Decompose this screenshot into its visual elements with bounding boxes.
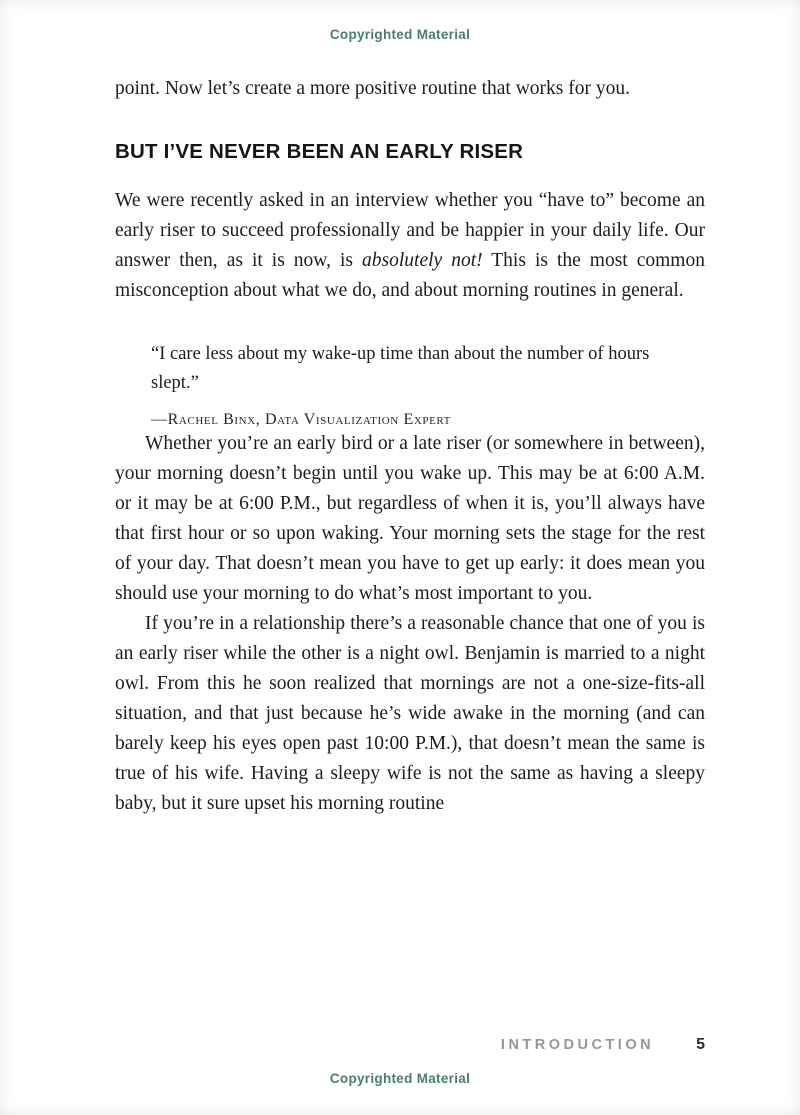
footer-page-number: 5 (696, 1036, 705, 1053)
paragraph-wake-time: Whether you’re an early bird or a late riser (or somewhere in between), your morning doesn’t begin until you wake up. This may be at 6:00 A.M. or it may be at 6:00 P.M., but regardless of when it is, you’ll always have that first hour or so upon waking. Your morning sets the stage for the rest of your day. That doesn’t mean you have to get up early: it does mean you should use your morning to do what’s most important to you. (115, 433, 705, 604)
paragraph-interview-italic: absolutely not! (362, 250, 483, 271)
copyright-notice-top: Copyrighted Material (329, 27, 471, 42)
paragraph-relationship: If you’re in a relationship there’s a reasonable chance that one of you is an early riser while the other is a night owl. Benjamin is married to a night owl. From this he soon realized that mornings are not a one-size-fits-all situation, and that just because he’s wide awake in the morning (and can barely keep his eyes open past 10:00 P.M.), that doesn’t mean the same is true of his wife. Having a sleepy wife is not the same as having a sleepy baby, but it sure upset his morning routine (115, 613, 705, 814)
quote-attribution: —Rachel Binx, Data Visualization Expert (151, 411, 451, 428)
page-footer (115, 1036, 705, 1054)
paragraph-interview-text-after: This is the most common misconception about what we do, and about morning routines in general. (115, 250, 705, 301)
paragraph-interview (115, 186, 705, 306)
pull-quote: “I care less about my wake-up time than about the number of hours slept.” (151, 344, 650, 393)
opening-paragraph: point. Now let’s create a more positive routine that works for you. (115, 78, 630, 99)
paragraph-interview-text: We were recently asked in an interview whether you “have to” become an early riser to succeed professionally and be happier in your daily life. Our answer then, as it is now, is (115, 190, 705, 271)
section-heading: BUT I’VE NEVER BEEN AN EARLY RISER (115, 140, 524, 163)
page-content (115, 74, 705, 819)
footer-section-label: INTRODUCTION (500, 1037, 655, 1053)
copyright-notice-bottom: Copyrighted Material (329, 1071, 471, 1086)
